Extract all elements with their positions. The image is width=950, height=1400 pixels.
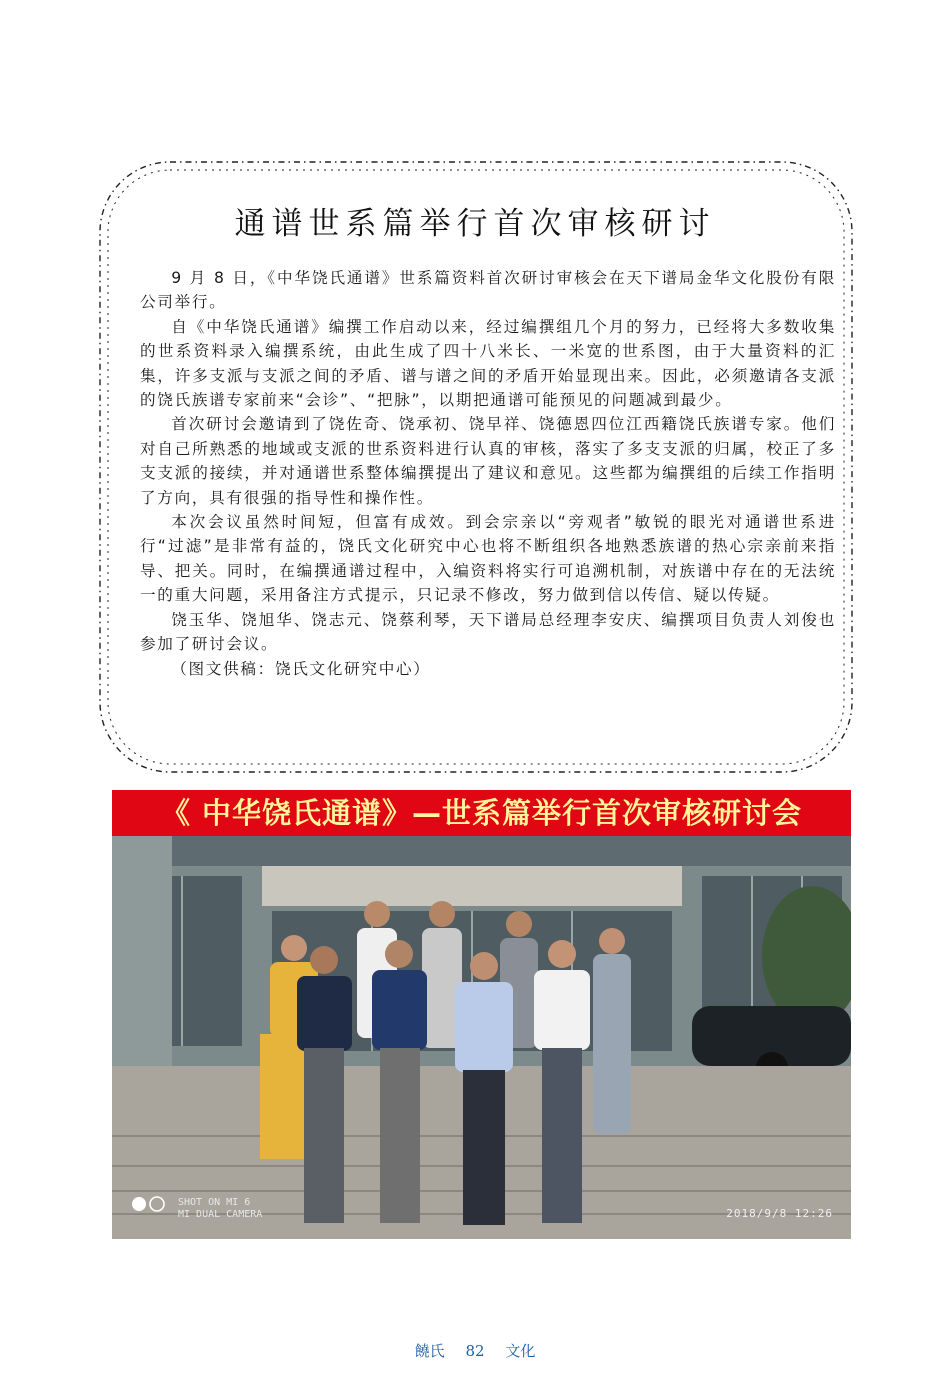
page-number: 82 — [465, 1342, 485, 1360]
camera-line-1: SHOT ON MI 6 — [178, 1197, 251, 1208]
footer-left: 饒氏 — [414, 1342, 445, 1360]
photo-banner: 《 中华饶氏通谱》—世系篇举行首次审核研讨会 — [112, 790, 851, 836]
camera-watermark-dots — [130, 1195, 170, 1217]
paragraph-1: 9 月 8 日，《中华饶氏通谱》世系篇资料首次研讨审核会在天下谱局金华文化股份有限公司举行。 — [140, 269, 836, 312]
paragraph-3: 首次研讨会邀请到了饶佐奇、饶承初、饶早祥、饶德恩四位江西籍饶氏族谱专家。他们对自己所熟悉的地域或支派的世系资料进行认真的审核，落实了多支支派的归属，校正了多支支派的接续，并对通谱世系整体编撰提出了建议和意见。这些都为编撰组的后续工作指明了方向，具有很强的指导性和操作性。 — [140, 415, 836, 507]
group-photo — [112, 790, 851, 1239]
paragraph-4: 本次会议虽然时间短，但富有成效。到会宗亲以“旁观者”敏锐的眼光对通谱世系进行“过滤”是非常有益的，饶氏文化研究中心也将不断组织各地熟悉族谱的热心宗亲前来指导、把关。同时，在编撰通谱过程中，入编资料将实行可追溯机制，对族谱中存在的无法统一的重大问题，采用备注方式提示，只记录不修改，努力做到信以传信、疑以传疑。 — [140, 513, 836, 605]
paragraph-2: 自《中华饶氏通谱》编撰工作启动以来，经过编撰组几个月的努力，已经将大多数收集的世系资料录入编撰系统，由此生成了四十八米长、一米宽的世系图，由于大量资料的汇集，许多支派与支派之间的矛盾、谱与谱之间的矛盾开始显现出来。因此，必须邀请各支派的饶氏族谱专家前来“会诊”、“把脉”，以期把通谱可能预见的问题减到最少。 — [140, 317, 836, 410]
article-title: 通谱世系篇举行首次审核研讨 — [234, 206, 716, 242]
page-footer — [0, 1340, 950, 1361]
photo-timestamp: 2018/9/8 12:26 — [726, 1207, 833, 1220]
camera-line-2: MI DUAL CAMERA — [178, 1209, 263, 1220]
footer-right: 文化 — [505, 1342, 536, 1360]
camera-watermark — [178, 1197, 262, 1221]
paragraph-5: 饶玉华、饶旭华、饶志元、饶蔡利琴，天下谱局总经理李安庆、编撰项目负责人刘俊也参加了研讨会议。 — [140, 610, 836, 654]
photo-credit: （图文供稿：饶氏文化研究中心） — [171, 659, 431, 678]
group-photo-scene — [112, 836, 851, 1239]
article-body — [140, 266, 836, 681]
